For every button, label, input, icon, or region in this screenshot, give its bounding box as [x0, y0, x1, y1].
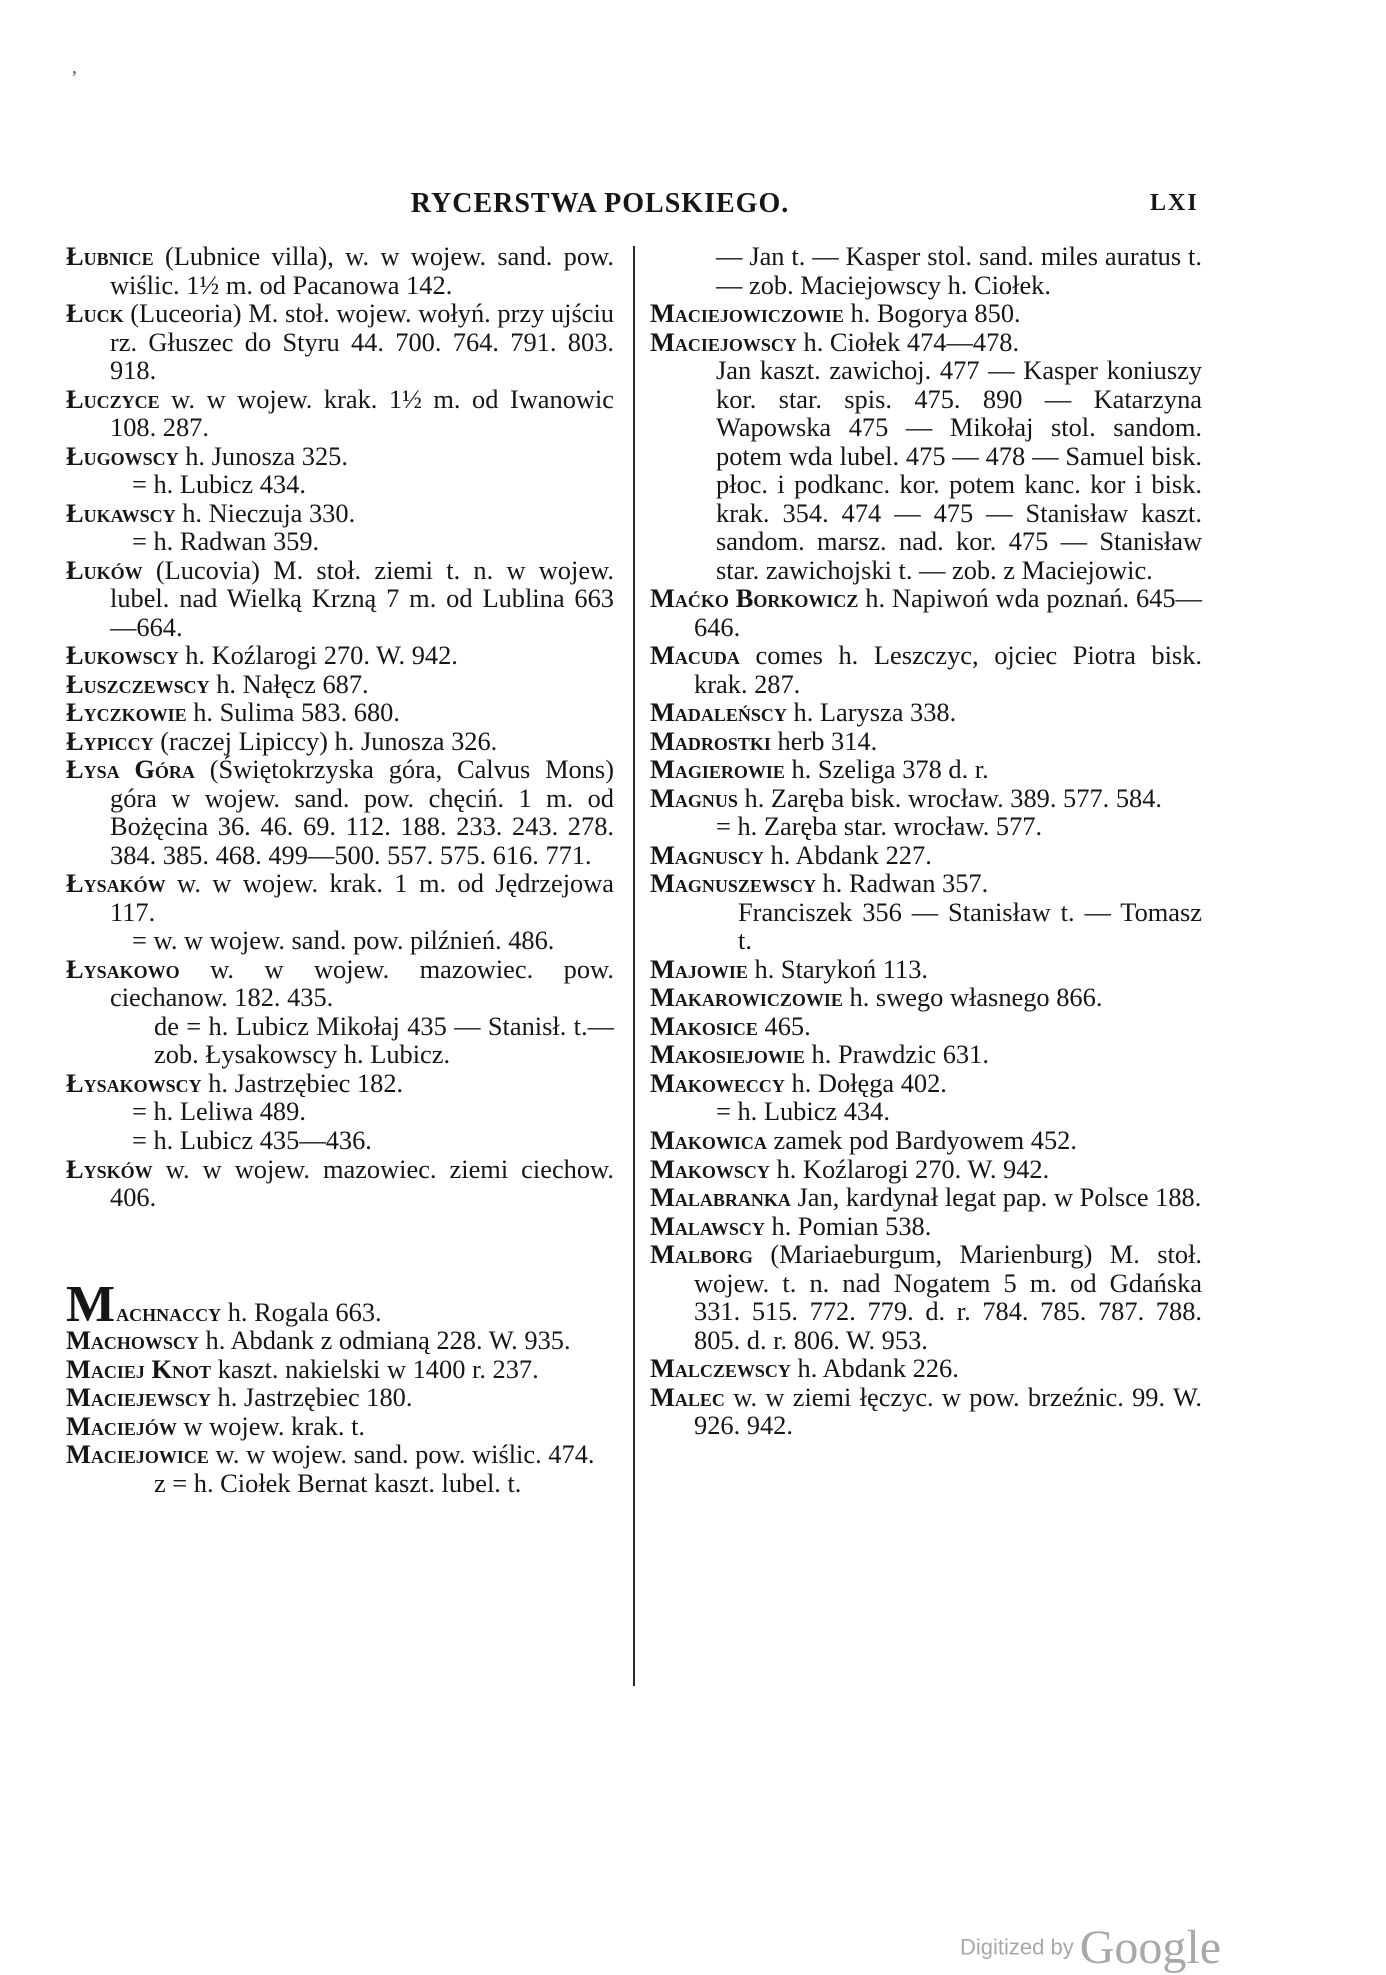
- entry-text: h. Ciołek 474—478.: [796, 326, 1020, 357]
- entry-text: w. w wojew. mazowiec. pow. ciechanow. 182. 435.: [110, 953, 614, 1013]
- index-entry: [650, 1155, 1202, 1184]
- entry-text: h. Abdank 227.: [763, 839, 932, 870]
- entry-headword: Łuczyce: [66, 383, 160, 414]
- entry-text: h. Radwan 357.: [815, 868, 989, 899]
- entry-text: (Lubnice villa), w. w wojew. sand. pow. wiślic. 1½ m. od Pacanowa 142.: [110, 241, 614, 300]
- entry-text: h. Nałęcz 687.: [209, 668, 369, 699]
- entry-headword: Makoweccy: [650, 1067, 785, 1098]
- left-column: [66, 242, 614, 1497]
- index-entry: [66, 385, 614, 442]
- index-entry: [66, 527, 614, 556]
- entry-text: h. Jastrzębiec 180.: [210, 1382, 413, 1413]
- entry-text: 465.: [757, 1010, 811, 1041]
- entry-headword: Maciej Knot: [66, 1353, 212, 1384]
- index-entry: [66, 641, 614, 670]
- right-column: [650, 242, 1202, 1440]
- entry-text: kaszt. nakielski w 1400 r. 237.: [211, 1353, 539, 1384]
- entry-text: (Lucovia) M. stoł. ziemi t. n. w wojew. lubel. nad Wielką Krzną 7 m. od Lublina 663—664.: [110, 554, 614, 642]
- section-gap: [66, 1212, 614, 1284]
- index-entry: [650, 869, 1202, 898]
- entry-headword: Maćko Borkowicz: [650, 583, 859, 614]
- entry-text: h. Starykoń 113.: [747, 953, 929, 984]
- entry-headword: Łubnice: [66, 241, 154, 271]
- entry-headword: Malabranka: [650, 1182, 791, 1213]
- entry-headword: Makowscy: [650, 1153, 770, 1184]
- index-entry: [650, 898, 1202, 955]
- entry-headword: Maciejowscy: [650, 326, 797, 357]
- entry-text: h. Pomian 538.: [764, 1210, 932, 1241]
- index-entry: [66, 755, 614, 869]
- index-entry: [650, 1126, 1202, 1155]
- entry-text: — Jan t. — Kasper stol. sand. miles auratus t.— zob. Maciejowscy h. Ciołek.: [716, 241, 1202, 300]
- index-entry: [650, 584, 1202, 641]
- entry-text: w. w wojew. krak. 1 m. od Jędrzejowa 117.: [110, 868, 614, 927]
- column-divider: [633, 246, 635, 1686]
- entry-headword: Makosice: [650, 1010, 758, 1041]
- entry-text: w. w wojew. sand. pow. wiślic. 474.: [208, 1439, 595, 1470]
- entry-text: comes h. Leszczyc, ojciec Piotra bisk. krak. 287.: [694, 640, 1202, 699]
- entry-text: w. w wojew. krak. 1½ m. od Iwanowic 108. 287.: [110, 383, 614, 443]
- entry-headword: Łuków: [66, 554, 143, 585]
- entry-headword: Magierowie: [650, 754, 785, 785]
- index-entry: [66, 926, 614, 955]
- entry-headword: Macuda: [650, 640, 740, 671]
- entry-headword: Machowscy: [66, 1325, 199, 1356]
- digitized-by-watermark: [960, 1920, 1240, 1972]
- index-entry: [650, 1069, 1202, 1098]
- entry-headword: Madaleńscy: [650, 697, 787, 728]
- entry-headword: Łysków: [66, 1153, 153, 1184]
- index-entry: [66, 1383, 614, 1412]
- entry-text: h. Abdank z odmianą 228. W. 935.: [198, 1325, 571, 1356]
- entry-text: herb 314.: [770, 725, 878, 756]
- entry-headword: Łukowscy: [66, 640, 179, 671]
- entry-text: h. Abdank 226.: [790, 1353, 959, 1384]
- entry-headword: Malec: [650, 1381, 725, 1412]
- entry-headword: Makarowiczowie: [650, 982, 843, 1013]
- index-entry: [650, 727, 1202, 756]
- entry-headword: Maciejowice: [66, 1439, 209, 1470]
- entry-headword: Magnuscy: [650, 839, 764, 870]
- entry-text: = h. Lubicz 434.: [716, 1096, 890, 1127]
- index-entry: [650, 784, 1202, 813]
- index-entry: [66, 242, 614, 299]
- entry-text: (Świętokrzyska góra, Calvus Mons) góra w wojew. sand. pow. chęciń. 1 m. od Bożęcina 36. 46. 69. 112. 188. 233. 243. 278. 384. 385. 468. 499—500. 557. 575. 616. 771.: [110, 754, 614, 870]
- entry-text: h. Zaręba bisk. wrocław. 389. 577. 584.: [737, 782, 1163, 813]
- index-entry: [66, 1155, 614, 1212]
- entry-text: h. Dołęga 402.: [784, 1067, 947, 1098]
- page-number: LXI: [1150, 190, 1199, 216]
- index-entry: [650, 328, 1202, 357]
- entry-text: = h. Lubicz 434.: [132, 469, 306, 500]
- index-entry: [650, 1212, 1202, 1241]
- entry-text: = w. w wojew. sand. pow. pilźnień. 486.: [132, 925, 555, 956]
- entry-text: (Luceoria) M. stoł. wojew. wołyń. przy ujściu rz. Głuszec do Styru 44. 700. 764. 791. 803. 918.: [110, 298, 614, 386]
- entry-text: w. w ziemi łęczyc. w pow. brzeźnic. 99. W. 926. 942.: [694, 1381, 1202, 1441]
- entry-text: h. Sulima 583. 680.: [186, 697, 400, 728]
- entry-headword: Łysakowo: [66, 953, 180, 984]
- entry-headword: Majowie: [650, 953, 748, 984]
- index-entry: [66, 470, 614, 499]
- section-initial: M: [66, 1275, 116, 1333]
- entry-text: h. Jastrzębiec 182.: [201, 1067, 404, 1098]
- entry-headword: Łukawscy: [66, 497, 176, 528]
- index-entry: [66, 1326, 614, 1355]
- entry-headword: Makosiejowie: [650, 1039, 805, 1070]
- entry-headword: Madrostki: [650, 725, 771, 756]
- entry-headword: Makowica: [650, 1124, 767, 1155]
- index-entry: [650, 983, 1202, 1012]
- entry-text: Jan, kardynał legat pap. w Polsce 188.: [790, 1182, 1202, 1213]
- entry-text: h. Junosza 325.: [178, 440, 348, 471]
- index-entry: [650, 242, 1202, 299]
- index-entry: [66, 955, 614, 1012]
- index-entry: [650, 1354, 1202, 1383]
- entry-headword: Malczewscy: [650, 1353, 791, 1384]
- entry-text: h. Prawdzic 631.: [804, 1039, 989, 1070]
- entry-headword: Malborg: [650, 1239, 753, 1270]
- entry-text: = h. Zaręba star. wrocław. 577.: [716, 811, 1043, 842]
- entry-headword: Maciejowiczowie: [650, 298, 844, 329]
- index-entry: [66, 1412, 614, 1441]
- entry-text: z = h. Ciołek Bernat kaszt. lubel. t.: [154, 1467, 522, 1498]
- entry-headword: Ługowscy: [66, 440, 179, 471]
- index-entry: [650, 698, 1202, 727]
- index-entry: [650, 299, 1202, 328]
- running-header-title: RYCERSTWA POLSKIEGO.: [410, 188, 790, 219]
- entry-headword: Maciejów: [66, 1410, 177, 1441]
- entry-text: h. Koźlarogi 270. W. 942.: [178, 640, 458, 671]
- index-entry: [650, 1383, 1202, 1440]
- entry-headword: Łypiccy: [66, 725, 154, 756]
- entry-text: h. swego własnego 866.: [842, 982, 1103, 1013]
- index-entry: [66, 670, 614, 699]
- index-entry: [650, 1097, 1202, 1126]
- entry-headword: achnaccy: [116, 1296, 222, 1327]
- index-entry: [66, 556, 614, 642]
- entry-text: Jan kaszt. zawichoj. 477 — Kasper koniuszy kor. star. spis. 475. 890 — Katarzyna Wapowska 475 — Mikołaj stol. sandom. potem wda lubel. 475 — 478 — Samuel bisk. płoc. i podkanc. kor. potem kanc. kor i bisk. krak. 354. 474 — 475 — Stanisław kaszt. sandom. marsz. nad. kor. 475 — Stanisław star. zawichojski t. — zob. z Maciejowic.: [716, 355, 1202, 585]
- index-entry: [66, 1469, 614, 1498]
- index-entry: [66, 1069, 614, 1098]
- entry-headword: Łysa Góra: [66, 754, 195, 785]
- index-entry: [66, 442, 614, 471]
- entry-text: h. Szeliga 378 d. r.: [784, 754, 989, 785]
- index-entry: [66, 869, 614, 926]
- entry-headword: Maciejewscy: [66, 1382, 211, 1413]
- index-entry: [650, 1183, 1202, 1212]
- entry-headword: Łysakowscy: [66, 1067, 202, 1098]
- index-entry: [66, 1097, 614, 1126]
- entry-headword: Łuszczewscy: [66, 668, 210, 699]
- entry-text: h. Nieczuja 330.: [175, 497, 356, 528]
- index-entry: [66, 1275, 614, 1333]
- entry-text: = h. Leliwa 489.: [132, 1096, 306, 1127]
- index-entry: [650, 812, 1202, 841]
- index-entry: [66, 299, 614, 385]
- index-entry: [650, 955, 1202, 984]
- index-entry: [66, 1440, 614, 1469]
- entry-text: h. Rogala 663.: [221, 1296, 382, 1327]
- entry-text: zamek pod Bardyowem 452.: [766, 1124, 1077, 1155]
- entry-headword: Malawscy: [650, 1210, 765, 1241]
- index-entry: [650, 1040, 1202, 1069]
- index-entry: [650, 841, 1202, 870]
- index-entry: [66, 1355, 614, 1384]
- entry-text: h. Koźlarogi 270. W. 942.: [769, 1153, 1050, 1184]
- entry-text: h. Larysza 338.: [786, 697, 957, 728]
- index-entry: [650, 356, 1202, 584]
- entry-text: Franciszek 356 — Stanisław t. — Tomasz t.: [738, 896, 1202, 956]
- entry-headword: Łyczkowie: [66, 697, 187, 728]
- index-entry: [66, 1126, 614, 1155]
- scan-mark: ,: [72, 56, 77, 78]
- entry-text: = h. Radwan 359.: [132, 526, 320, 557]
- index-entry: [650, 755, 1202, 784]
- index-entry: [66, 499, 614, 528]
- entry-headword: Magnuszewscy: [650, 868, 816, 899]
- entry-text: w. w wojew. mazowiec. ziemi ciechow. 406.: [110, 1153, 614, 1213]
- index-entry: [66, 727, 614, 756]
- index-entry: [650, 1240, 1202, 1354]
- entry-text: h. Napiwoń wda poznań. 645—646.: [694, 583, 1202, 642]
- entry-headword: Łysaków: [66, 868, 166, 899]
- entry-text: (raczej Lipiccy) h. Junosza 326.: [153, 725, 498, 756]
- entry-headword: Magnus: [650, 782, 738, 813]
- index-entry: [650, 641, 1202, 698]
- watermark-small-text: Digitized by: [960, 1934, 1074, 1960]
- index-entry: [650, 1012, 1202, 1041]
- entry-text: = h. Lubicz 435—436.: [132, 1124, 372, 1155]
- index-entry: [66, 698, 614, 727]
- index-entry: [66, 1012, 614, 1069]
- entry-text: w wojew. krak. t.: [176, 1410, 366, 1441]
- entry-text: (Mariaeburgum, Marienburg) M. stoł. wojew. t. n. nad Nogatem 5 m. od Gdańska 331. 515. 772. 779. d. r. 784. 785. 787. 788. 805. d. r. 806. W. 953.: [694, 1239, 1202, 1355]
- entry-headword: Łuck: [66, 298, 124, 329]
- watermark-logo-text: Google: [1079, 1921, 1222, 1974]
- entry-text: h. Bogorya 850.: [843, 298, 1021, 329]
- entry-text: de = h. Lubicz Mikołaj 435 — Stanisł. t.— zob. Łysakowscy h. Lubicz.: [154, 1010, 614, 1070]
